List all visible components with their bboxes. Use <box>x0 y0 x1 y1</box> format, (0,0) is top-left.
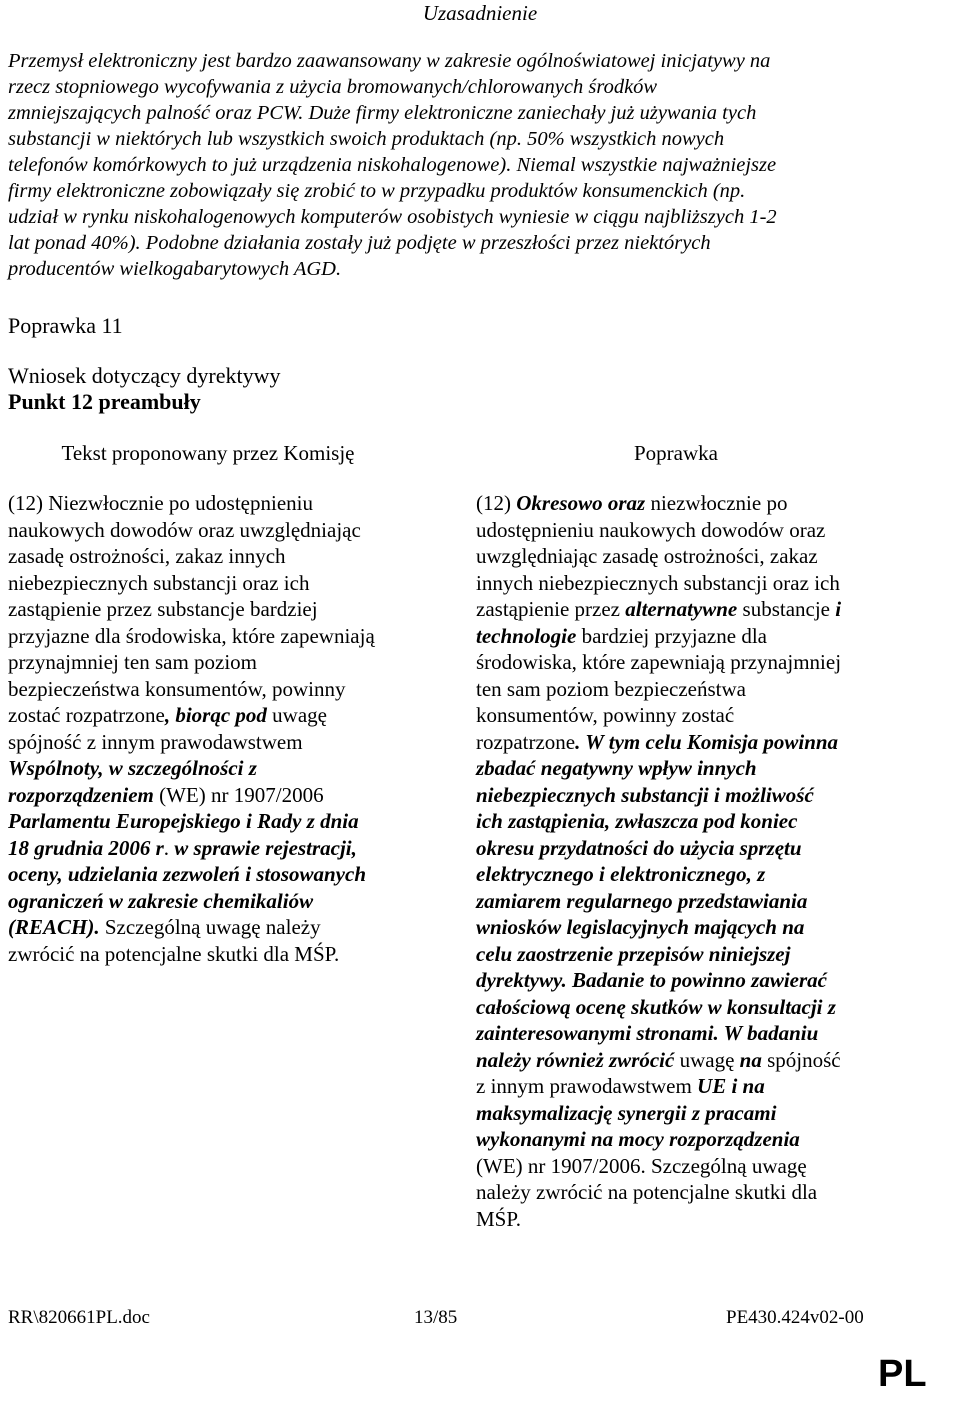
emphasized-text: całościową ocenę skutków w konsultacji z <box>476 994 836 1019</box>
commission-text-line <box>8 888 313 915</box>
text-segment: niebezpiecznych substancji oraz ich <box>8 570 310 595</box>
emphasized-text: elektrycznego i elektronicznego, z <box>476 862 766 886</box>
justification-line: substancji w niektórych lub wszystkich swoich produktach (np. 50% wszystkich nowych <box>8 128 725 150</box>
emphasized-text: niebezpiecznych substancji i możliwość <box>476 782 814 807</box>
emphasized-text: ich zastąpienia, zwłaszcza pod koniec <box>476 809 798 833</box>
text-segment: zastąpienie przez substancje bardziej <box>8 597 318 621</box>
commission-text-line <box>8 570 309 597</box>
emphasized-text: Wspólnoty, w szczególności z <box>8 756 257 780</box>
text-segment: uwzględniając zasadę ostrożności, zakaz <box>476 544 818 568</box>
commission-text-line <box>8 808 359 835</box>
commission-text-line <box>8 649 257 676</box>
justification-line: Przemysł elektroniczny jest bardzo zaawansowany w zakresie ogólnoświatowej inicjatywy na <box>8 50 771 72</box>
commission-text-line <box>8 596 318 623</box>
emphasized-text: należy również zwrócić <box>476 1047 675 1072</box>
justification-line: producentów wielkogabarytowych AGD. <box>8 258 342 280</box>
emphasized-text: okresu przydatności do użycia sprzętu <box>476 835 802 860</box>
emphasized-text: technologie <box>476 623 577 648</box>
footer-page-number: 13/85 <box>414 1307 458 1328</box>
emphasized-text: i <box>835 597 842 621</box>
text-segment: Szczególną uwagę należy <box>99 915 321 939</box>
footer-reference: PE430.424v02-00 <box>726 1307 864 1328</box>
emphasized-text: celu zaostrzenie przepisów niniejszej <box>476 941 791 966</box>
text-segment: niezwłocznie po <box>645 491 788 515</box>
amendment-number: Poprawka 11 <box>8 313 123 338</box>
amendment-text-line <box>476 543 818 570</box>
amendment-text-line <box>476 994 836 1021</box>
amendment-text-line <box>476 755 757 782</box>
text-segment: udostępnieniu naukowych dowodów oraz <box>476 517 826 542</box>
emphasized-text: na <box>739 1047 762 1072</box>
text-segment: zwrócić na potencjalne skutki dla MŚP. <box>8 941 340 966</box>
text-segment: spójność z innym prawodawstwem <box>8 729 303 754</box>
text-segment: bezpieczeństwa konsumentów, powinny <box>8 676 346 701</box>
commission-text-line <box>8 914 321 941</box>
emphasized-text: maksymalizację synergii z pracami <box>476 1100 777 1125</box>
amendment-text-line <box>476 782 814 809</box>
commission-text-line <box>8 676 345 703</box>
commission-text-line <box>8 623 375 650</box>
text-segment: przyjazne dla środowiska, które zapewniają <box>8 623 375 648</box>
emphasized-text: oceny, udzielania zezwoleń i stosowanych <box>8 862 366 886</box>
amendment-text-line <box>476 623 767 650</box>
commission-text-line <box>8 835 357 862</box>
emphasized-text: UE i na <box>697 1074 765 1098</box>
text-segment: uwagę <box>674 1047 740 1072</box>
emphasized-text: wykonanymi na mocy rozporządzenia <box>476 1127 800 1151</box>
text-segment: (WE) nr 1907/2006 <box>153 782 324 807</box>
footer-document-name: RR\820661PL.doc <box>8 1307 150 1328</box>
amendment-text-line <box>476 861 765 888</box>
text-segment: ten sam poziom bezpieczeństwa <box>476 676 746 701</box>
amendment-text-line <box>476 490 787 517</box>
commission-text-line <box>8 941 339 968</box>
text-segment: rozpatrzone <box>476 729 576 754</box>
text-segment: uwagę <box>266 703 327 727</box>
text-segment: zostać rozpatrzone <box>8 703 165 727</box>
amendment-text-line <box>476 1073 765 1100</box>
commission-text-line <box>8 490 313 517</box>
amendment-text-line <box>476 967 827 994</box>
commission-text-line <box>8 702 327 729</box>
proposal-title: Wniosek dotyczący dyrektywy <box>8 363 281 388</box>
justification-line: rzecz stopniowego wycofywania z użycia bromowanych/chlorowanych środków <box>8 76 658 98</box>
emphasized-text: zamiarem regularnego przedstawiania <box>476 888 808 913</box>
text-segment: (WE) nr 1907/2006. Szczególną uwagę <box>476 1153 807 1178</box>
text-segment: MŚP. <box>476 1206 521 1231</box>
amendment-text-line <box>476 914 804 941</box>
text-segment: konsumentów, powinny zostać <box>476 703 735 727</box>
text-segment: innych niebezpiecznych substancji oraz ich <box>476 570 840 595</box>
text-segment: naukowych dowodów oraz uwzględniając <box>8 517 361 542</box>
commission-text-line <box>8 517 361 544</box>
justification-line: udział w rynku niskohalogenowych komputerów osobistych wyniesie w ciągu najbliższych 1-2 <box>8 206 777 228</box>
emphasized-text: Okresowo oraz <box>516 491 646 515</box>
emphasized-text: . W tym celu Komisja powinna <box>575 729 839 754</box>
amendment-text-line <box>476 808 797 835</box>
emphasized-text: , biorąc pod <box>164 703 267 727</box>
language-code: PL <box>878 1353 927 1395</box>
amendment-text-line <box>476 835 802 862</box>
emphasized-text: (REACH). <box>8 915 100 939</box>
emphasized-text: ograniczeń w zakresie chemikaliów <box>8 888 314 913</box>
text-segment: należy zwrócić na potencjalne skutki dla <box>476 1180 818 1204</box>
amendment-text-line <box>476 676 746 703</box>
justification-heading: Uzasadnienie <box>422 1 538 25</box>
justification-line: lat ponad 40%). Podobne działania zostały już podjęte w przeszłości przez niektórych <box>8 232 711 254</box>
amendment-text-line <box>476 517 825 544</box>
commission-text-line <box>8 861 366 888</box>
text-segment: spójność <box>761 1047 841 1072</box>
commission-text-heading: Tekst proponowany przez Komisję <box>61 441 355 465</box>
text-segment: bardziej przyjazne dla <box>576 623 767 648</box>
commission-text-line <box>8 782 324 809</box>
amendment-text-line <box>476 888 807 915</box>
commission-text-line <box>8 543 286 570</box>
amendment-text-line <box>476 1020 818 1047</box>
amendment-text-line <box>476 1206 521 1233</box>
proposal-subtitle: Punkt 12 preambuły <box>8 389 201 414</box>
amendment-text-line <box>476 649 841 676</box>
text-segment: środowiska, które zapewniają przynajmniej <box>476 650 842 674</box>
amendment-text-line <box>476 729 838 756</box>
amendment-text-line <box>476 596 841 623</box>
text-segment: z innym prawodawstwem <box>476 1074 698 1098</box>
emphasized-text: zainteresowanymi stronami. W badaniu <box>476 1021 819 1045</box>
amendment-text-line <box>476 1153 807 1180</box>
justification-line: firmy elektroniczne zobowiązały się zrobić to w przypadku produktów konsumenckich (np. <box>8 180 746 202</box>
amendment-text-line <box>476 702 734 729</box>
amendment-text-heading: Poprawka <box>634 441 718 465</box>
emphasized-text: wniosków legislacyjnych mających na <box>476 915 805 939</box>
emphasized-text: zbadać negatywny wpływ innych <box>476 756 757 780</box>
justification-line: zmniejszających palność oraz PCW. Duże firmy elektroniczne zaniechały już używania tych <box>8 102 757 124</box>
amendment-text-line <box>476 1179 817 1206</box>
emphasized-text: 18 grudnia 2006 r <box>8 835 164 860</box>
commission-text-line <box>8 755 257 782</box>
text-segment: zasadę ostrożności, zakaz innych <box>8 544 286 568</box>
amendment-text-line <box>476 941 790 968</box>
text-segment: przynajmniej ten sam poziom <box>8 650 258 674</box>
text-segment: (12) Niezwłocznie po udostępnieniu <box>8 491 313 515</box>
text-segment: zastąpienie przez <box>476 597 626 621</box>
emphasized-text: alternatywne <box>625 597 738 621</box>
justification-line: telefonów komórkowych to już urządzenia niskohalogenowe). Niemal wszystkie najważniejsze <box>8 154 777 176</box>
text-segment: substancje <box>737 597 836 621</box>
amendment-text-line <box>476 1100 776 1127</box>
emphasized-text: w sprawie rejestracji, <box>174 835 357 860</box>
amendment-text-line <box>476 1126 800 1153</box>
text-segment: . <box>163 835 175 860</box>
emphasized-text: rozporządzeniem <box>8 782 154 807</box>
amendment-text-line <box>476 570 840 597</box>
amendment-text-line <box>476 1047 841 1074</box>
commission-text-line <box>8 729 303 756</box>
emphasized-text: Parlamentu Europejskiego i Rady z dnia <box>8 809 359 833</box>
emphasized-text: dyrektywy. Badanie to powinno zawierać <box>476 968 827 992</box>
text-segment: (12) <box>476 491 517 515</box>
